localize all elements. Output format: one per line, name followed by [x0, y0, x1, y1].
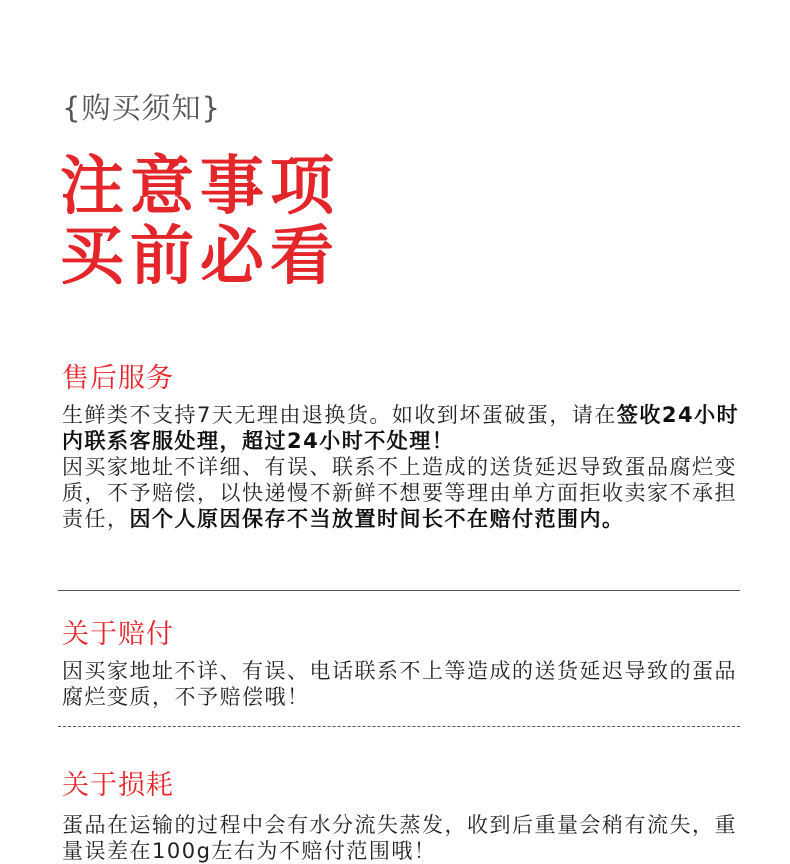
headline-must-read: 买前必看 — [60, 220, 340, 294]
after-sales-text-1: 生鲜类不支持7天无理由退换货。如收到坏蛋破蛋，请在 — [62, 403, 617, 427]
section-body-after-sales — [62, 402, 742, 532]
after-sales-text-4-bold: 因个人原因保存不当放置时间长不在赔付范围内。 — [129, 507, 625, 531]
section-divider-solid — [58, 590, 740, 591]
after-sales-text-3: 因买家地址不详细、有误、联系不上造成的送货延迟导致蛋品腐烂变质，不予赔偿，以快递慢不新鲜不想要等理由单方面拒收卖家不承担责任， — [62, 455, 737, 531]
section-title-compensation: 关于赔付 — [62, 619, 174, 650]
headline-notes: 注意事项 — [60, 150, 340, 224]
section-body-loss: 蛋品在运输的过程中会有水分流失蒸发，收到后重量会稍有流失，重量误差在100g左右为不赔付范围哦！ — [62, 813, 737, 863]
section-title-after-sales: 售后服务 — [62, 363, 174, 394]
section-body-compensation: 因买家地址不详、有误、电话联系不上等造成的送货延迟导致的蛋品腐烂变质，不予赔偿哦！ — [62, 659, 737, 709]
section-divider-dashed — [58, 726, 740, 727]
purchase-notice-kicker: {购买须知} — [62, 91, 221, 125]
after-sales-text-2-bold: 签收24小时内联系客服处理，超过24小时不处理！ — [62, 403, 740, 453]
section-title-loss: 关于损耗 — [62, 770, 174, 801]
